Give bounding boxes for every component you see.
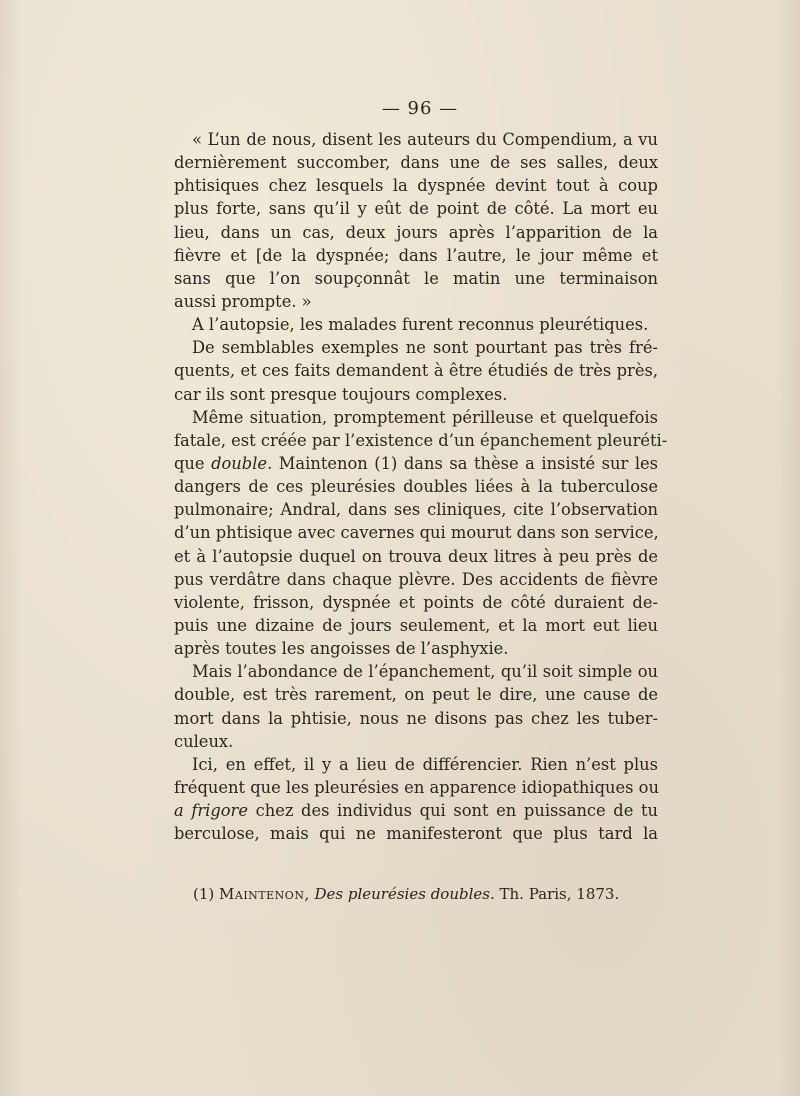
text-line	[174, 545, 658, 568]
text-line	[174, 197, 658, 220]
footnote-author: Maintenon,	[219, 885, 310, 903]
text-line	[174, 660, 658, 683]
text-segment: berculose, mais qui ne manifesteront que plus tard la	[174, 824, 658, 844]
text-segment: Même situation, promptement périlleuse et quelquefois	[192, 407, 658, 427]
text-line	[174, 151, 658, 174]
page-number: — 96 —	[381, 98, 459, 119]
text-segment: car ils sont presque toujours complexes.	[174, 384, 508, 404]
text-line	[174, 707, 658, 730]
text-segment: que	[174, 453, 212, 473]
text-segment: culeux.	[174, 731, 234, 751]
text-line	[174, 267, 658, 290]
text-segment: après toutes les angoisses de l’asphyxie.	[174, 639, 509, 659]
text-segment: phtisiques chez lesquels la dyspnée devint tout à coup	[174, 176, 658, 196]
text-line	[174, 244, 658, 267]
text-segment: pus verdâtre dans chaque plèvre. Des accidents de fièvre	[174, 569, 658, 589]
text-segment: fatale, est créée par l’existence d’un épanchement pleuréti-	[174, 430, 668, 450]
text-segment: lieu, dans un cas, deux jours après l’apparition de la	[174, 222, 658, 242]
text-segment: et à l’autopsie duquel on trouva deux litres à peu près de	[174, 546, 658, 566]
text-line	[174, 591, 658, 614]
text-line	[174, 290, 658, 313]
text-line	[174, 383, 658, 406]
text-line	[174, 776, 658, 799]
text-segment: pulmonaire; Andral, dans ses cliniques, cite l’observation	[174, 500, 658, 520]
text-segment: quents, et ces faits demandent à être étudiés de très près,	[174, 361, 658, 381]
text-line	[174, 568, 658, 591]
text-segment: . Maintenon (1) dans sa thèse a insisté sur les	[267, 453, 659, 473]
text-segment: violente, frisson, dyspnée et points de côté duraient de-	[174, 592, 658, 612]
text-line	[174, 313, 658, 336]
text-segment: fréquent que les pleurésies en apparence idiopathiques ou	[174, 777, 659, 797]
text-segment: d’un phtisique avec cavernes qui mourut dans son service,	[174, 523, 659, 543]
text-segment: chez des individus qui sont en puissance de tu	[247, 801, 658, 821]
text-line	[174, 822, 658, 845]
text-line	[174, 475, 658, 498]
text-segment: puis une dizaine de jours seulement, et la mort eut lieu	[174, 615, 658, 635]
footnote-rest: Th. Paris, 1873.	[499, 885, 620, 903]
text-line	[174, 174, 658, 197]
text-line	[174, 521, 658, 544]
text-segment: A l’autopsie, les malades furent reconnus pleurétiques.	[192, 315, 649, 335]
text-line	[174, 683, 658, 706]
text-segment: mort dans la phtisie, nous ne disons pas chez les tuber-	[174, 708, 658, 728]
text-line	[174, 753, 658, 776]
text-line	[174, 336, 658, 359]
text-segment: sans que l’on soupçonnât le matin une terminaison	[174, 268, 658, 288]
text-line	[174, 128, 658, 151]
text-segment: plus forte, sans qu’il y eût de point de côté. La mort eu	[174, 199, 658, 219]
text-segment: De semblables exemples ne sont pourtant pas très fré-	[192, 338, 658, 358]
text-line	[174, 498, 658, 521]
footnote-marker: (1)	[193, 885, 215, 903]
text-segment: « L’un de nous, disent les auteurs du Compendium, a vu	[192, 130, 658, 149]
body-text	[174, 128, 668, 845]
text-segment: fièvre et [de la dyspnée; dans l’autre, le jour même et	[174, 245, 658, 265]
text-line	[174, 406, 658, 429]
text-line	[174, 359, 658, 382]
text-line	[174, 614, 658, 637]
text-line	[174, 799, 658, 822]
text-segment: dernièrement succomber, dans une de ses salles, deux	[174, 153, 658, 173]
text-segment: dangers de ces pleurésies doubles liées à la tuberculose	[174, 477, 658, 497]
text-line	[174, 730, 658, 753]
text-line	[174, 637, 658, 660]
text-line	[174, 452, 658, 475]
text-segment: double, est très rarement, on peut le dire, une cause de	[174, 685, 658, 705]
italic-text: a frigore	[174, 801, 248, 821]
footnote	[193, 885, 619, 903]
text-segment: Ici, en effet, il y a lieu de différencier. Rien n’est plus	[192, 754, 658, 774]
text-segment: aussi prompte. »	[174, 291, 312, 311]
text-segment: Mais l’abondance de l’épanchement, qu’il soit simple ou	[192, 662, 658, 682]
footnote-title: Des pleurésies doubles.	[314, 885, 495, 903]
text-line	[174, 429, 668, 452]
italic-text: double	[211, 453, 268, 473]
text-line	[174, 221, 658, 244]
